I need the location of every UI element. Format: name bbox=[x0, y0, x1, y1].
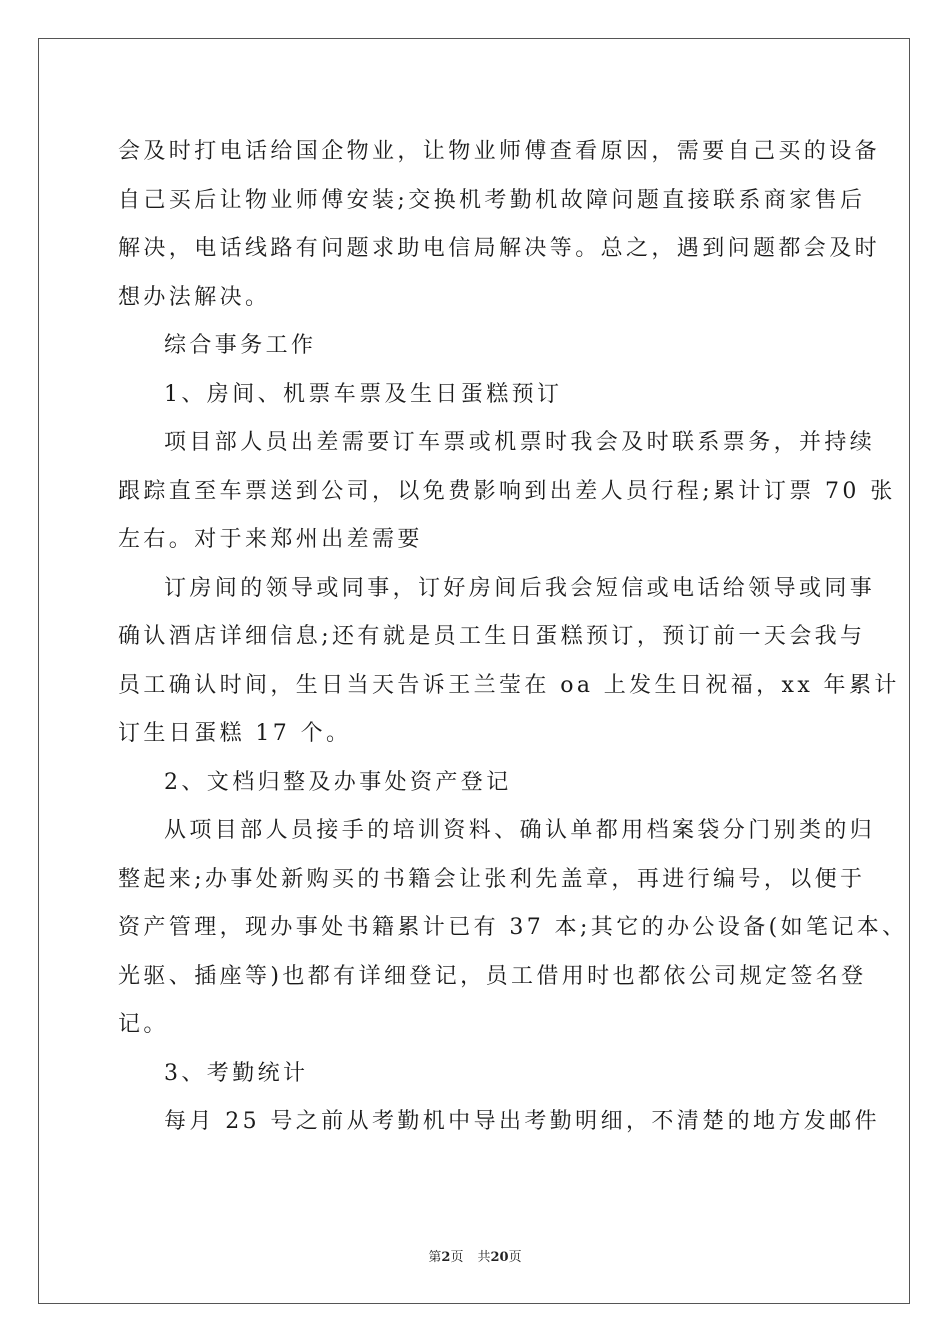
text-line: 会及时打电话给国企物业，让物业师傅查看原因，需要自己买的设备 bbox=[118, 139, 881, 164]
text-line: 光驱、插座等)也都有详细登记，员工借用时也都依公司规定签名登 bbox=[118, 963, 867, 989]
text-line: 员工确认时间，生日当天告诉王兰莹在 oa 上发生日祝福，xx 年累计 bbox=[118, 672, 900, 698]
section-heading: 3、考勤统计 bbox=[164, 1060, 309, 1086]
text-line: 左右。对于来郑州出差需要 bbox=[118, 527, 423, 552]
section-heading: 1、房间、机票车票及生日蛋糕预订 bbox=[164, 381, 563, 407]
text-line: 每月 25 号之前从考勤机中导出考勤明细，不清楚的地方发邮件 bbox=[164, 1109, 880, 1134]
page-unit: 页 bbox=[450, 1250, 464, 1265]
text-line: 项目部人员出差需要订车票或机票时我会及时联系票务，并持续 bbox=[164, 430, 876, 455]
text-line: 确认酒店详细信息;还有就是员工生日蛋糕预订，预订前一天会我与 bbox=[118, 624, 866, 649]
total-unit: 页 bbox=[508, 1250, 522, 1265]
section-heading: 综合事务工作 bbox=[164, 333, 317, 358]
text-line: 想办法解决。 bbox=[118, 284, 271, 310]
text-line: 订房间的领导或同事，订好房间后我会短信或电话给领导或同事 bbox=[164, 575, 876, 601]
current-page-number: 2 bbox=[441, 1250, 451, 1265]
text-line: 整起来;办事处新购买的书籍会让张利先盖章，再进行编号，以便于 bbox=[118, 866, 866, 892]
text-line: 资产管理，现办事处书籍累计已有 37 本;其它的办公设备(如笔记本、 bbox=[118, 915, 908, 940]
total-page-count: 20 bbox=[490, 1250, 509, 1265]
text-line: 订生日蛋糕 17 个。 bbox=[118, 721, 352, 746]
text-line: 从项目部人员接手的培训资料、确认单都用档案袋分门别类的归 bbox=[164, 818, 876, 843]
page-footer bbox=[0, 1246, 950, 1265]
text-line: 自己买后让物业师傅安装;交换机考勤机故障问题直接联系商家售后 bbox=[118, 187, 866, 213]
document-body bbox=[118, 128, 908, 1147]
section-heading: 2、文档归整及办事处资产登记 bbox=[164, 769, 512, 795]
text-line: 跟踪直至车票送到公司，以免费影响到出差人员行程;累计订票 70 张 bbox=[118, 478, 896, 504]
text-line: 解决，电话线路有问题求助电信局解决等。总之，遇到问题都会及时 bbox=[118, 236, 881, 261]
page-prefix: 第 bbox=[428, 1250, 442, 1265]
text-line: 记。 bbox=[118, 1012, 169, 1037]
total-prefix: 共 bbox=[477, 1250, 491, 1265]
